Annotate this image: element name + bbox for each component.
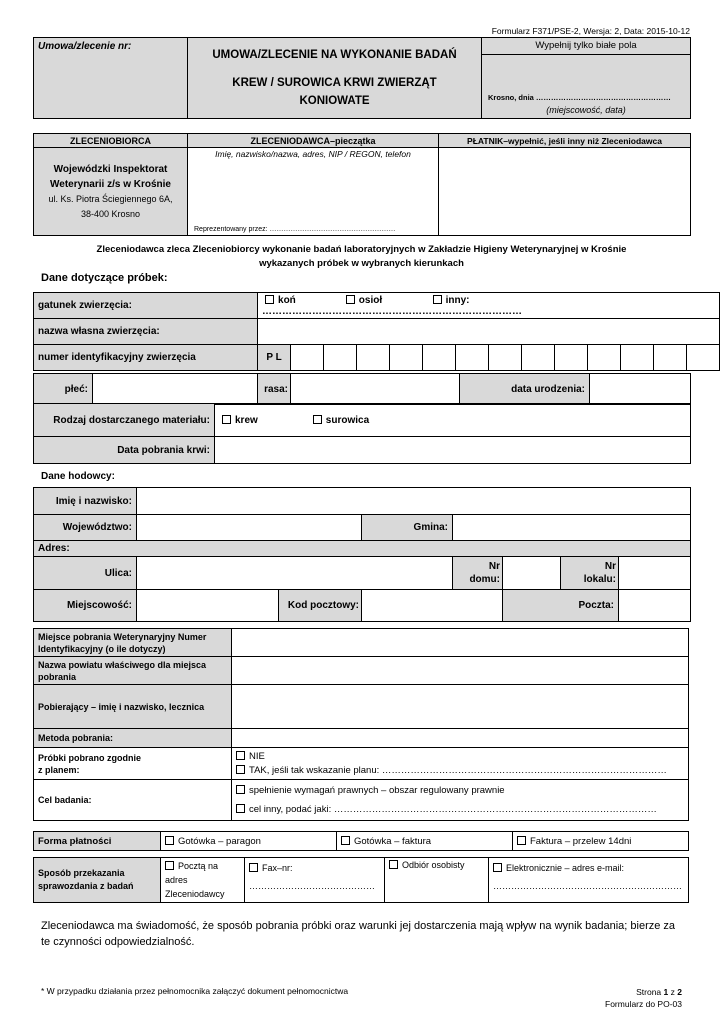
payment-table	[33, 831, 689, 851]
cash-invoice-checkbox[interactable]	[341, 836, 350, 845]
client-hint: Imię, nazwisko/nazwa, adres, NIP / REGON, telefon	[215, 149, 411, 159]
collection-table	[33, 628, 689, 821]
cash-receipt-label: Gotówka – paragon	[178, 835, 261, 847]
breeder-section-title: Dane hodowcy:	[41, 471, 115, 482]
form-title	[188, 38, 482, 119]
cash-invoice-label: Gotówka – faktura	[354, 835, 432, 847]
plan-label	[34, 748, 232, 780]
title-line-2: KREW / SUROWICA KRWI ZWIERZĄT	[232, 77, 437, 89]
report-delivery-label	[34, 858, 161, 903]
fill-note: Wypełnij tylko białe pola	[482, 38, 690, 55]
option-email[interactable]	[489, 858, 689, 903]
id-digit-10[interactable]	[588, 345, 621, 371]
flat-number-label	[561, 557, 619, 590]
payer-header: PŁATNIK–wypełnić, jeśli inny niż Zleceniodawca	[439, 134, 691, 148]
id-digit-12[interactable]	[654, 345, 687, 371]
house-number-label-2: domu:	[469, 574, 500, 585]
form-code: Formularz F371/PSE-2, Wersja: 2, Data: 2015-10-12	[491, 26, 690, 36]
page-current: 1	[663, 987, 669, 997]
purpose-legal-label: spełnienie wymagań prawnych – obszar regulowany prawnie	[249, 785, 505, 796]
house-number-field[interactable]	[503, 557, 561, 590]
intro-line-2: wykazanych próbek w wybranych kierunkach	[259, 258, 464, 269]
collector-field[interactable]	[232, 685, 689, 729]
option-plan-no[interactable]	[236, 750, 684, 764]
id-digit-4[interactable]	[390, 345, 423, 371]
postcode-label: Kod pocztowy:	[279, 590, 362, 622]
option-horse[interactable]	[265, 295, 343, 306]
county-label-2: pobrania	[38, 671, 77, 682]
purpose-options	[232, 780, 689, 821]
collection-date-field[interactable]	[215, 437, 691, 464]
payer-field[interactable]	[439, 148, 691, 236]
purpose-label: Cel badania:	[34, 780, 232, 821]
material-options	[215, 404, 691, 437]
place-date-field[interactable]	[482, 55, 690, 118]
serum-label: surowica	[325, 414, 370, 426]
contractor-name-2: Weterynarii z/s w Krośnie	[50, 178, 171, 190]
intro-line-1: Zleceniodawca zleca Zleceniobiorcy wykonanie badań laboratoryjnych w Zakładzie Higieny Weterynaryjnej w Krośnie	[96, 244, 627, 255]
option-plan-yes[interactable]	[236, 764, 684, 778]
species-options	[258, 293, 720, 319]
option-cash-invoice[interactable]	[337, 832, 513, 851]
purpose-legal-checkbox[interactable]	[236, 785, 245, 794]
samples-table	[33, 292, 720, 371]
client-stamp-field[interactable]	[188, 148, 439, 236]
option-post[interactable]	[161, 858, 245, 903]
pickup-checkbox[interactable]	[389, 860, 398, 869]
breed-label: rasa:	[258, 374, 291, 405]
method-field[interactable]	[232, 729, 689, 748]
species-label: gatunek zwierzęcia:	[34, 293, 258, 319]
fax-label: Fax–nr:	[262, 863, 293, 873]
cash-receipt-checkbox[interactable]	[165, 836, 174, 845]
method-label: Metoda pobrania:	[34, 729, 232, 748]
collector-label: Pobierający – imię i nazwisko, lecznica	[34, 685, 232, 729]
fax-number-field[interactable]: ……………………………………	[249, 881, 375, 891]
footnote: * W przypadku działania przez pełnomocnika załączyć dokument pełnomocnictwa	[41, 986, 349, 996]
commune-field[interactable]	[453, 515, 691, 541]
report-delivery-label-2: sprawozdania z badań	[38, 881, 134, 891]
post-label-1: Pocztą na	[178, 861, 219, 871]
serum-checkbox[interactable]	[313, 415, 322, 424]
pickup-label: Odbiór osobisty	[402, 860, 465, 870]
postcode-field[interactable]	[362, 590, 503, 622]
awareness-line-1: Zleceniodawca ma świadomość, że sposób pobrania próbki oraz warunki jej dostarczenia mają wpływ na wynik badania; bierze za	[41, 920, 676, 932]
payment-label: Forma płatności	[34, 832, 161, 851]
breeder-table	[33, 487, 691, 622]
collection-place-label	[34, 629, 232, 657]
plan-yes-checkbox[interactable]	[236, 765, 245, 774]
option-purpose-other[interactable]	[236, 800, 684, 819]
breeder-name-label: Imię i nazwisko:	[34, 488, 137, 515]
transfer-checkbox[interactable]	[517, 836, 526, 845]
city-label: Miejscowość:	[34, 590, 137, 622]
post-checkbox[interactable]	[165, 861, 174, 870]
voivodeship-label: Województwo:	[34, 515, 137, 541]
report-delivery-table	[33, 857, 689, 903]
id-digit-11[interactable]	[621, 345, 654, 371]
blood-checkbox[interactable]	[222, 415, 231, 424]
collection-place-field[interactable]	[232, 629, 689, 657]
intro-text	[33, 243, 690, 271]
address-label: Adres:	[34, 541, 691, 557]
option-cash-receipt[interactable]	[161, 832, 337, 851]
header-table	[33, 37, 691, 119]
collection-place-label-1: Miejsce pobrania Weterynaryjny Numer	[38, 631, 207, 642]
id-prefix: P L	[258, 345, 291, 371]
collection-place-label-2: Identyfikacyjny (o ile dotyczy)	[38, 643, 166, 654]
plan-label-1: Próbki pobrano zgodnie	[38, 752, 141, 763]
option-fax[interactable]	[245, 858, 385, 903]
report-delivery-label-1: Sposób przekazania	[38, 868, 125, 878]
id-digit-8[interactable]	[522, 345, 555, 371]
place-date-caption: (miejscowość, data)	[546, 105, 626, 115]
id-digit-1[interactable]	[291, 345, 324, 371]
donkey-checkbox[interactable]	[346, 295, 355, 304]
house-number-label	[453, 557, 503, 590]
sex-label: płeć:	[34, 374, 93, 405]
awareness-line-2: te czynności odpowiedzialność.	[41, 936, 195, 948]
purpose-other-checkbox[interactable]	[236, 804, 245, 813]
fax-checkbox[interactable]	[249, 863, 258, 872]
title-line-1: UMOWA/ZLECENIE NA WYKONANIE BADAŃ	[212, 49, 457, 61]
email-address-field[interactable]: ………………………………………………………	[493, 881, 682, 891]
form-annex: Formularz do PO-03	[605, 999, 682, 1009]
breed-field[interactable]	[291, 374, 460, 405]
plan-options	[232, 748, 689, 780]
email-checkbox[interactable]	[493, 863, 502, 872]
option-serum[interactable]	[313, 415, 369, 426]
email-label: Elektronicznie – adres e-mail:	[506, 863, 625, 873]
contractor-name-1: Wojewódzki Inspektorat	[53, 163, 168, 175]
donkey-label: osioł	[358, 294, 383, 306]
flat-number-label-2: lokalu:	[583, 574, 616, 585]
awareness-text	[41, 918, 691, 950]
own-name-field[interactable]	[258, 319, 720, 345]
order-number-field[interactable]	[34, 38, 188, 119]
page-total: 2	[677, 987, 682, 997]
sex-field[interactable]	[93, 374, 258, 405]
blood-label: krew	[235, 414, 258, 426]
option-transfer[interactable]	[513, 832, 689, 851]
contractor-header: ZLECENIOBIORCA	[34, 134, 188, 148]
flat-number-field[interactable]	[619, 557, 691, 590]
option-pickup[interactable]	[385, 858, 489, 903]
horse-label: koń	[278, 294, 296, 306]
page-footer	[560, 986, 682, 1010]
option-blood[interactable]	[222, 415, 310, 426]
birth-date-field[interactable]	[590, 374, 691, 405]
voivodeship-field[interactable]	[137, 515, 362, 541]
place-date-prefix: Krosno, dnia ………………………………………………	[488, 93, 671, 102]
own-name-label: nazwa własna zwierzęcia:	[34, 319, 258, 345]
sex-breed-table	[33, 373, 691, 405]
transfer-label: Faktura – przelew 14dni	[530, 835, 632, 847]
id-digit-6[interactable]	[456, 345, 489, 371]
plan-yes-label: TAK, jeśli tak wskazanie planu: ………………………………………………………………………………	[249, 764, 667, 776]
id-digit-2[interactable]	[324, 345, 357, 371]
contractor-info	[34, 148, 188, 236]
order-number-label: Umowa/zlecenie nr:	[38, 41, 132, 52]
plan-no-label: NIE	[249, 750, 265, 762]
flat-number-label-1: Nr	[604, 561, 616, 572]
county-label-1: Nazwa powiatu właściwego dla miejsca	[38, 659, 207, 670]
title-line-3: KONIOWATE	[299, 95, 370, 107]
county-field[interactable]	[232, 657, 689, 685]
contractor-address-2: 38-400 Krosno	[80, 208, 141, 219]
id-digit-5[interactable]	[423, 345, 456, 371]
place-date-cell	[482, 38, 691, 119]
commune-label: Gmina:	[362, 515, 453, 541]
breeder-name-field[interactable]	[137, 488, 691, 515]
option-purpose-legal[interactable]	[236, 781, 684, 800]
plan-no-checkbox[interactable]	[236, 751, 245, 760]
post-office-field[interactable]	[619, 590, 691, 622]
id-digit-3[interactable]	[357, 345, 390, 371]
city-field[interactable]	[137, 590, 279, 622]
page-number	[560, 986, 682, 998]
street-field[interactable]	[137, 557, 453, 590]
county-label	[34, 657, 232, 685]
birth-date-label: data urodzenia:	[460, 374, 590, 405]
id-digit-7[interactable]	[489, 345, 522, 371]
parties-table	[33, 133, 691, 236]
material-label: Rodzaj dostarczanego materiału:	[34, 404, 215, 437]
contractor-address-1: ul. Ks. Piotra Ściegiennego 6A,	[48, 193, 173, 204]
option-donkey[interactable]	[346, 295, 430, 306]
id-number-label: numer identyfikacyjny zwierzęcia	[34, 345, 258, 371]
page-of: z	[670, 987, 675, 997]
post-label-2: adres	[165, 875, 188, 885]
post-label-3: Zleceniodawcy	[165, 889, 225, 899]
post-office-label: Poczta:	[503, 590, 619, 622]
material-table	[33, 403, 691, 464]
plan-label-2: z planem:	[38, 764, 80, 775]
house-number-label-1: Nr	[488, 561, 500, 572]
client-representative: Reprezentowany przez: ………………………………………………	[194, 226, 396, 233]
page-prefix: Strona	[636, 987, 662, 997]
purpose-other-label: cel inny, podać jaki: …………………………………………………………………………………………	[249, 804, 657, 815]
other-checkbox[interactable]	[433, 295, 442, 304]
id-digit-9[interactable]	[555, 345, 588, 371]
client-header: ZLECENIODAWCA–pieczątka	[188, 134, 439, 148]
id-digit-13[interactable]	[687, 345, 720, 371]
samples-section-title: Dane dotyczące próbek:	[41, 272, 168, 284]
horse-checkbox[interactable]	[265, 295, 274, 304]
street-label: Ulica:	[34, 557, 137, 590]
collection-date-label: Data pobrania krwi:	[34, 437, 215, 464]
other-label: inny: ……………………………………………………………………	[262, 294, 523, 317]
